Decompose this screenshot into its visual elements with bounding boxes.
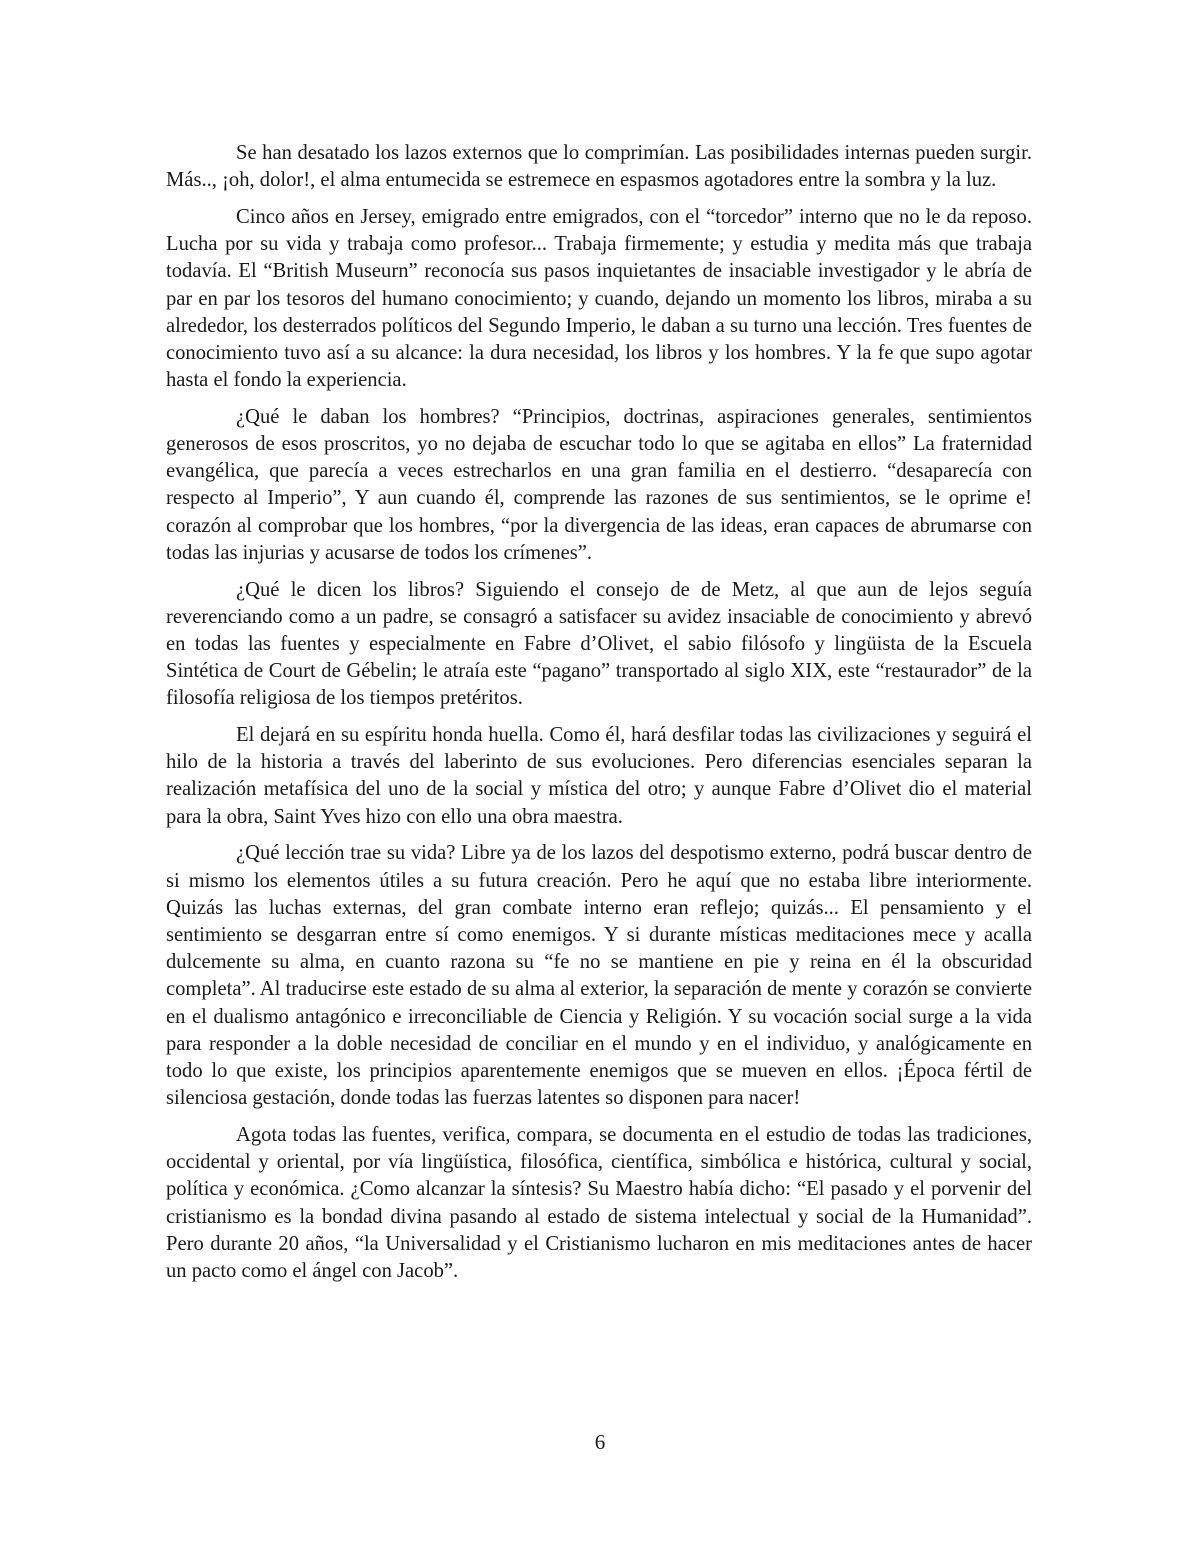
paragraph-4: ¿Qué le dicen los libros? Siguiendo el consejo de de Metz, al que aun de lejos seguía reverenciando como a un padre, se consagró a satisfacer su avidez insaciable de conocimiento y abrevó en todas las fuentes y especialmente en Fabre d’Olivet, el sabio filósofo y lingüista de la Escuela Sintética de Court de Gébelin; le atraía este “pagano” transportado al siglo XIX, este “restaurador” de la filosofía religiosa de los tiempos pretéritos. [166,578,1032,710]
paragraph-3: ¿Qué le daban los hombres? “Principios, doctrinas, aspiraciones generales, sentimientos generosos de esos proscritos, yo no dejaba de escuchar todo lo que se agitaba en ellos” La fraternidad evangélica, que parecía a veces estrecharlos en una gran familia en el destierro. “desaparecía con respecto al Imperio”, Y aun cuando él, comprende las razones de sus sentimientos, se le oprime e! corazón al comprobar que los hombres, “por la divergencia de las ideas, eran capaces de abrumarse con todas las injurias y acusarse de todos los crímenes”. [166,405,1032,564]
document-page [166,140,1032,1295]
paragraph-7: Agota todas las fuentes, verifica, compara, se documenta en el estudio de todas las tradiciones, occidental y oriental, por vía lingüística, filosófica, científica, simbólica e histórica, cultural y social, política y económica. ¿Como alcanzar la síntesis? Su Maestro había dicho: “El pasado y el porvenir del cristianismo es la bondad divina pasando al estado de sistema intelectual y social de la Humanidad”. Pero durante 20 años, “la Universalidad y el Cristianismo lucharon en mis meditaciones antes de hacer un pacto como el ángel con Jacob”. [166,1123,1032,1282]
paragraph-1: Se han desatado los lazos externos que lo comprimían. Las posibilidades internas pueden surgir. Más.., ¡oh, dolor!, el alma entumecida se estremece en espasmos agotadores entre la sombra y la luz. [166,142,1032,192]
paragraph-2: Cinco años en Jersey, emigrado entre emigrados, con el “torcedor” interno que no le da reposo. Lucha por su vida y trabaja como profesor... Trabaja firmemente; y estudia y medita más que trabaja todavía. El “British Museurn” reconocía sus pasos inquietantes de insaciable investigador y le abría de par en par los tesoros del humano conocimiento; y cuando, dejando un momento los libros, miraba a su alrededor, los desterrados políticos del Segundo Imperio, le daban a su turno una lección. Tres fuentes de conocimiento tuvo así a su alcance: la dura necesidad, los libros y los hombres. Y la fe que supo agotar hasta el fondo la experiencia. [166,205,1032,392]
paragraph-6: ¿Qué lección trae su vida? Libre ya de los lazos del despotismo externo, podrá buscar dentro de si mismo los elementos útiles a su futura creación. Pero he aquí que no estaba libre interiormente. Quizás las luchas externas, del gran combate interno eran reflejo; quizás... El pensamiento y el sentimiento se desgarran entre sí como enemigos. Y si durante místicas meditaciones mece y acalla dulcemente su alma, en cuanto razona su “fe no se mantiene en pie y reina en él la obscuridad completa”. Al traducirse este estado de su alma al exterior, la separación de mente y corazón se convierte en el dualismo antagónico e irreconciliable de Ciencia y Religión. Y su vocación social surge a la vida para responder a la doble necesidad de conciliar en el mundo y en el individuo, y analógicamente en todo lo que existe, los principios aparentemente enemigos que se mueven en ellos. ¡Época fértil de silenciosa gestación, donde todas las fuerzas latentes so disponen para nacer! [166,842,1032,1110]
page-number: 6 [594,1430,606,1454]
paragraph-5: El dejará en su espíritu honda huella. Como él, hará desfilar todas las civilizaciones y seguirá el hilo de la historia a través del laberinto de sus evoluciones. Pero diferencias esenciales separan la realización metafísica del uno de la social y mística del otro; y aunque Fabre d’Olivet dio el material para la obra, Saint Yves hizo con ello una obra maestra. [166,724,1032,828]
